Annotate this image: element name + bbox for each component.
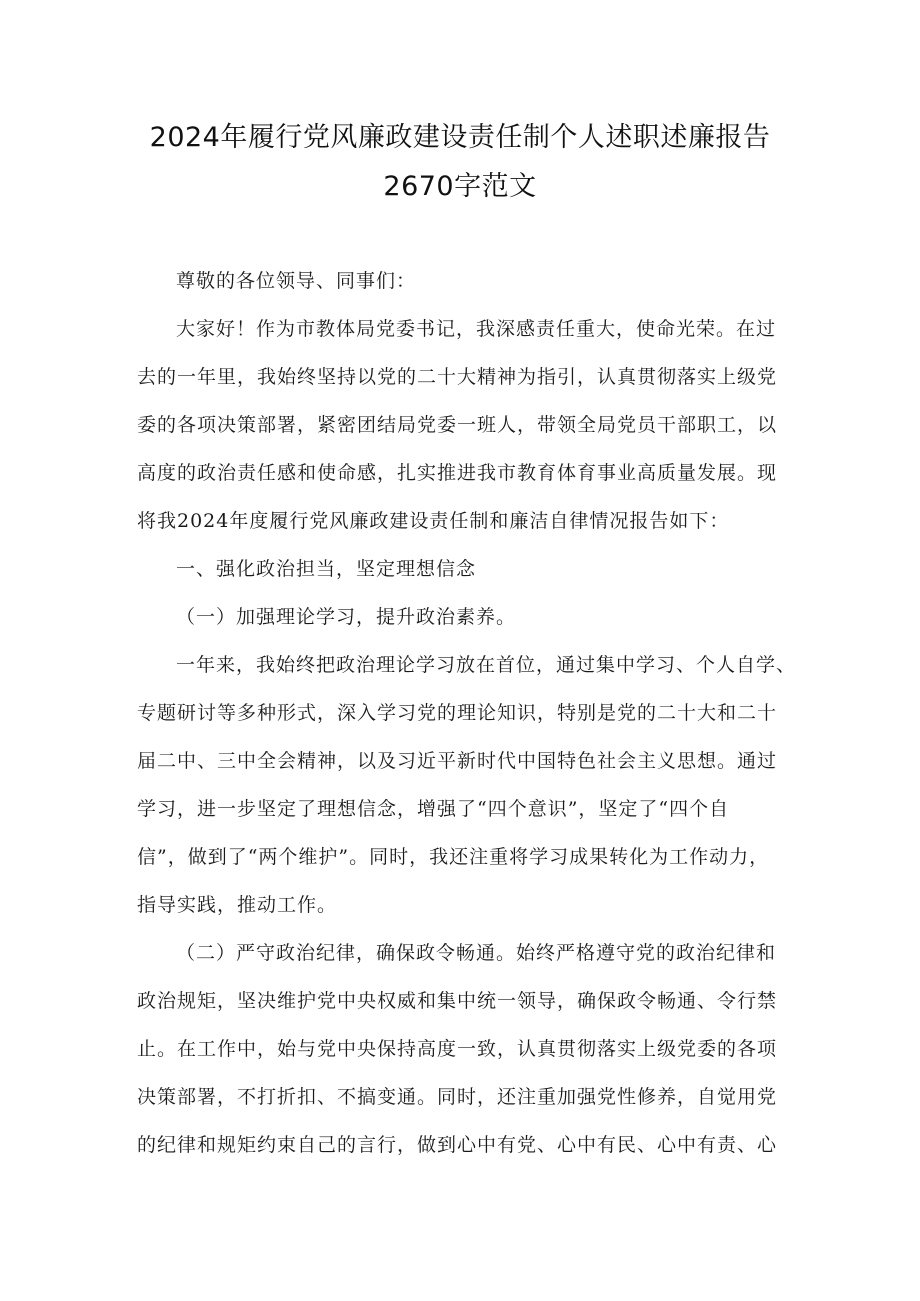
paragraph-line: （二）严守政治纪律，确保政令畅通。始终严格遵守党的政治纪律和 — [176, 942, 777, 964]
paragraph-line: 大家好！作为市教体局党委书记，我深感责任重大，使命光荣。在过 — [176, 318, 777, 340]
paragraph-line: 止。在工作中，始与党中央保持高度一致，认真贯彻落实上级党委的各项 — [137, 1038, 778, 1060]
paragraph-line: 去的一年里，我始终坚持以党的二十大精神为指引，认真贯彻落实上级党 — [137, 366, 778, 388]
paragraph-line: 的纪律和规矩约束自己的言行，做到心中有党、心中有民、心中有责、心 — [137, 1134, 778, 1156]
paragraph-line: 高度的政治责任感和使命感，扎实推进我市教育体育事业高质量发展。现 — [137, 462, 778, 484]
document-title-line-2: 2670字范文 — [383, 171, 537, 202]
salutation: 尊敬的各位领导、同事们： — [176, 270, 417, 292]
paragraph-line: 学习，进一步坚定了理想信念，增强了“四个意识”，坚定了“四个自 — [137, 798, 730, 820]
paragraph-line: 委的各项决策部署，紧密团结局党委一班人，带领全局党员干部职工，以 — [137, 414, 778, 436]
paragraph-line: 专题研讨等多种形式，深入学习党的理论知识，特别是党的二十大和二十 — [137, 702, 778, 724]
paragraph-line: 一年来，我始终把政治理论学习放在首位，通过集中学习、个人自学、 — [176, 654, 797, 676]
paragraph-line: 信”，做到了“两个维护”。同时，我还注重将学习成果转化为工作动力， — [137, 846, 770, 868]
paragraph-line: 将我2024年度履行党风廉政建设责任制和廉洁自律情况报告如下： — [137, 510, 730, 532]
paragraph-line: 指导实践，推动工作。 — [137, 894, 338, 916]
paragraph-line: 届二中、三中全会精神，以及习近平新时代中国特色社会主义思想。通过 — [137, 750, 778, 772]
paragraph-line: 政治规矩，坚决维护党中央权威和集中统一领导，确保政令畅通、令行禁 — [137, 990, 778, 1012]
section-heading: 一、强化政治担当，坚定理想信念 — [176, 558, 477, 580]
document-title-line-1: 2024年履行党风廉政建设责任制个人述职述廉报告 — [149, 122, 771, 153]
paragraph-line: 决策部署，不打折扣、不搞变通。同时，还注重加强党性修养，自觉用党 — [137, 1086, 778, 1108]
subsection-heading: （一）加强理论学习，提升政治素养。 — [176, 606, 517, 628]
